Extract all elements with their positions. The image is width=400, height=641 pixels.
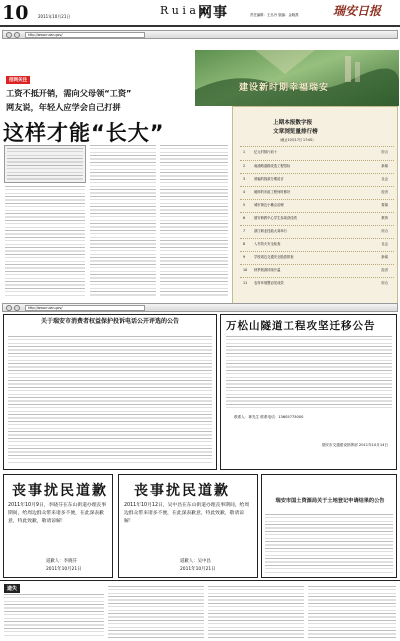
ranking-row[interactable]	[240, 251, 394, 262]
rank-section: 综合	[381, 150, 388, 154]
article-headline: 这样才能“长大”	[3, 121, 165, 145]
tunnel-signature: 瑞安市交通建设指挥部 2011年10月14日	[321, 443, 388, 447]
rank-title: 入冬防火安全检查	[254, 242, 281, 246]
ranking-title: 上期本报数字报	[273, 120, 313, 126]
article-column-1	[5, 186, 85, 298]
land-notice-title: 瑞安市国土资源局关于土地登记申请结果的公告	[275, 498, 385, 504]
back-icon[interactable]	[6, 305, 12, 311]
rank-number: 9	[243, 255, 246, 259]
rank-number: 6	[243, 216, 246, 220]
rank-title: 南浦路道路改造工程招标	[254, 164, 291, 168]
ranking-row[interactable]	[240, 160, 394, 171]
rank-number: 5	[243, 203, 246, 207]
apology-title-1: 丧事扰民道歉	[12, 483, 108, 499]
apology-title-2: 丧事扰民道歉	[134, 483, 230, 499]
rank-number: 3	[243, 177, 246, 181]
forward-icon[interactable]	[14, 32, 20, 38]
tunnel-contact: 联系人：林先生 联系电话：13605775000	[234, 415, 304, 419]
rank-section: 社会	[381, 177, 388, 181]
classified-column-1	[4, 594, 104, 638]
notice-title: 关于瑞安市消费者权益保护投诉电话公开评选的公告	[40, 318, 179, 325]
notice-body	[8, 336, 212, 464]
rank-number: 10	[243, 268, 248, 272]
rank-number: 8	[243, 242, 246, 246]
rank-title: 城市街边小摊点治理	[254, 203, 284, 207]
article-deck: 工资不抵开销，需向父母领“工资”	[6, 88, 132, 98]
back-icon[interactable]	[6, 32, 12, 38]
forward-icon[interactable]	[14, 305, 20, 311]
browser-toolbar	[2, 30, 398, 39]
lost-notice-kicker: 遗失	[4, 584, 20, 593]
rank-section: 综合	[381, 229, 388, 233]
rank-number: 11	[243, 281, 248, 285]
article-subheading: 网友说，年轻人应学会自己打拼	[6, 102, 121, 112]
rank-section: 综合	[381, 281, 388, 285]
rank-number: 7	[243, 229, 246, 233]
rank-number: 1	[243, 150, 246, 154]
publication-date: 2011年10月21日	[38, 14, 71, 19]
ranking-row[interactable]	[240, 186, 394, 197]
section-latin: R u i a n	[160, 4, 207, 17]
header-rule	[0, 25, 400, 27]
rank-title: 浙江职业技能大赛举行	[254, 229, 287, 233]
rank-section: 教育	[381, 216, 388, 220]
tunnel-notice-body	[226, 336, 392, 410]
ranking-row[interactable]	[240, 173, 394, 184]
classified-column-4	[308, 586, 396, 638]
rank-title: 秋季旅游持续升温	[254, 268, 281, 272]
apology-date-1: 2011年10月21日	[46, 567, 82, 572]
rank-title: 破碎的市政工程何时修好	[254, 190, 291, 194]
rank-title: 学校周边交通安全隐患排查	[254, 255, 294, 259]
ranking-row[interactable]	[240, 146, 394, 157]
apology-sign-1: 道歉人：李晓芬	[46, 559, 77, 564]
rank-section: 新闻	[381, 255, 388, 259]
land-notice-body	[265, 514, 393, 574]
ranking-row[interactable]	[240, 238, 394, 249]
url-bar[interactable]: http://www.ruian.gov/	[25, 32, 145, 38]
rank-title: 亿元村排行前十	[254, 150, 278, 154]
banner-slogan: 建设新时期幸福瑞安	[239, 83, 330, 93]
rank-number: 4	[243, 190, 246, 194]
apology-sign-2: 道歉人：吴中昌	[180, 559, 211, 564]
url-bar[interactable]: http://www.ruian.gov/	[25, 305, 145, 311]
page-number: 10	[2, 2, 29, 24]
landscape-illustration	[195, 50, 399, 106]
classified-column-3	[208, 586, 304, 638]
promo-banner	[195, 50, 399, 106]
article-lead-text	[7, 148, 83, 181]
browser-toolbar-lower	[2, 303, 398, 312]
ranking-row[interactable]	[240, 225, 394, 236]
ranking-row[interactable]	[240, 277, 394, 288]
ranking-subtitle: 文章浏览量排行榜	[273, 129, 318, 135]
rank-section: 经济	[381, 268, 388, 272]
classified-column-2	[108, 586, 204, 638]
rank-section: 社会	[381, 242, 388, 246]
bottom-rule	[0, 580, 400, 581]
tunnel-notice-title: 万松山隧道工程攻坚迁移公告	[226, 320, 376, 332]
apology-body-2: 2011年10月12日，吴中昌在东山街道办理丧事期间，给周边群众带来诸多不便，在此深表歉意，特此致歉，敬请谅解！	[124, 503, 250, 524]
ranking-period: （截止10月17日 17:00）	[278, 138, 316, 142]
rank-number: 2	[243, 164, 246, 168]
rank-section: 要闻	[381, 203, 388, 207]
article-column-3	[160, 145, 228, 298]
article-column-2	[90, 145, 156, 298]
ranking-row[interactable]	[240, 264, 394, 275]
ranking-row[interactable]	[240, 212, 394, 223]
rank-section: 新闻	[381, 164, 388, 168]
rank-title: 被骗的钱款分期追讨	[254, 177, 284, 181]
article-kicker: 招网关注	[6, 76, 30, 84]
section-title: 网事	[198, 5, 228, 21]
rank-title: 瑞安职教中心学生参赛获佳绩	[254, 216, 297, 220]
apology-date-2: 2011年10月21日	[180, 567, 216, 572]
rank-title: 农村环境整治见成效	[254, 281, 284, 285]
ranking-row[interactable]	[240, 199, 394, 210]
newspaper-masthead: 瑞安日报	[333, 4, 382, 18]
rank-section: 经济	[381, 190, 388, 194]
editor-credits: 责任编辑：王丛丹 版编：金晓燕	[250, 13, 299, 17]
apology-body-1: 2011年10月9日，李晓芬在东山街道办理丧事期间，给周边群众带来诸多不便，在此深表歉意，特此致歉，敬请谅解！	[8, 503, 107, 524]
